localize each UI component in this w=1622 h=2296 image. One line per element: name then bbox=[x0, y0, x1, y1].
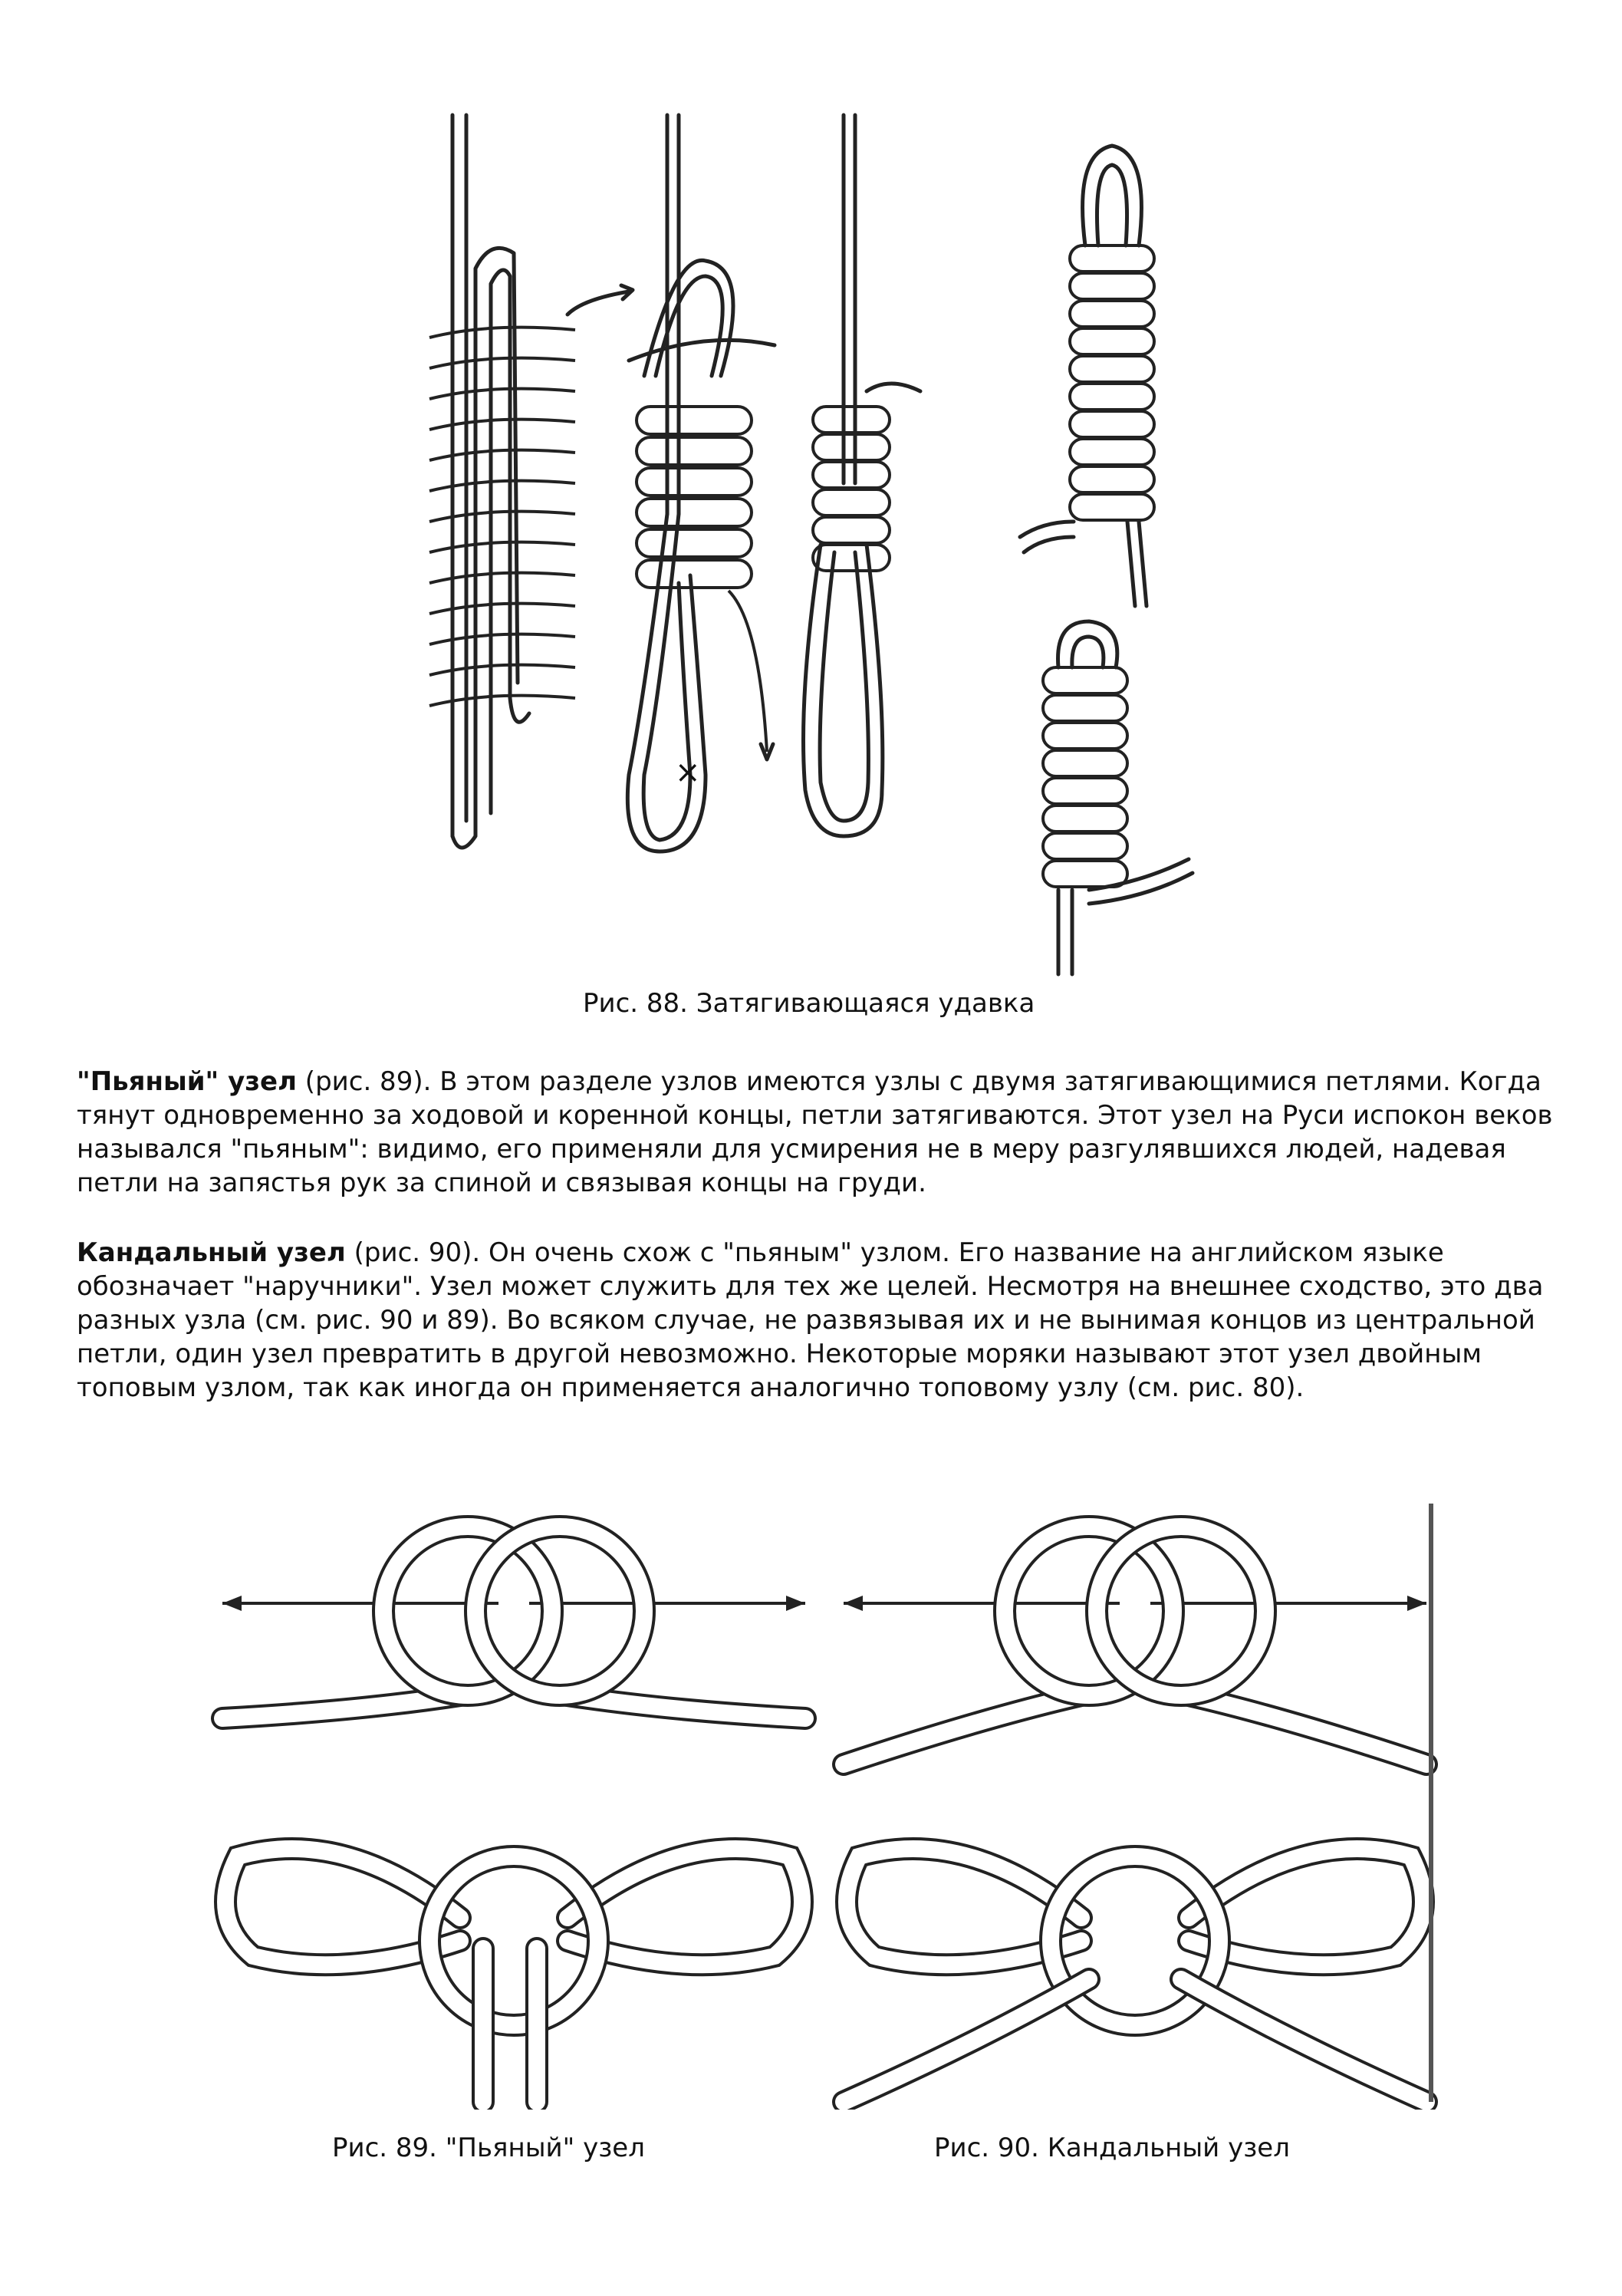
term-drunk-knot: "Пьяный" узел bbox=[77, 1066, 297, 1097]
term-handcuff-knot: Кандальный узел bbox=[77, 1237, 346, 1268]
noose-stage-2 bbox=[627, 115, 775, 852]
paragraph-handcuff-knot bbox=[77, 1236, 1564, 1405]
figure-89-illustration bbox=[207, 1488, 821, 2110]
figure-88-illustration bbox=[414, 84, 1212, 982]
paragraph-drunk-knot bbox=[77, 1065, 1564, 1200]
figure-90-illustration bbox=[828, 1488, 1442, 2110]
noose-stage-3 bbox=[804, 115, 921, 836]
noose-stage-1 bbox=[429, 115, 633, 848]
handcuff-knot-stage-2 bbox=[844, 1849, 1426, 2102]
drunk-knot-stage-2 bbox=[225, 1849, 802, 2102]
figure-88-caption: Рис. 88. Затягивающаяся удавка bbox=[583, 988, 1035, 1019]
figure-90-caption: Рис. 90. Кандальный узел bbox=[934, 2133, 1290, 2163]
text-handcuff-knot: (рис. 90). Он очень схож с "пьяным" узлом. Его название на английском языке обозначает "наручники". Узел может служить для тех же целей. Несмотря на внешнее сходство, это два разных узла (см. рис. 90 и 89). Во всяком случае, не развязывая их и не вынимая концов из центральной петли, один узел превратить в другой невозможно. Некоторые моряки называют этот узел двойным топовым узлом, так как иногда он применяется аналогично топовому узлу (см. рис. 80). bbox=[77, 1237, 1544, 1403]
handcuff-knot-stage-1 bbox=[844, 1527, 1426, 1764]
drunk-knot-stage-1 bbox=[222, 1527, 805, 1718]
text-drunk-knot: (рис. 89). В этом разделе узлов имеются узлы с двумя затягивающимися петлями. Когда тянут одновременно за ходовой и коренной концы, петли затягиваются. Этот узел на Руси испокон веков назывался "пьяным": видимо, его применяли для усмирения не в меру разгулявшихся людей, надевая петли на запястья рук за спиной и связывая концы на груди. bbox=[77, 1066, 1553, 1198]
noose-stage-4b bbox=[1043, 621, 1193, 974]
x-mark: × bbox=[675, 755, 701, 790]
noose-stage-4a bbox=[1020, 146, 1154, 606]
figure-89-caption: Рис. 89. "Пьяный" узел bbox=[332, 2133, 645, 2163]
